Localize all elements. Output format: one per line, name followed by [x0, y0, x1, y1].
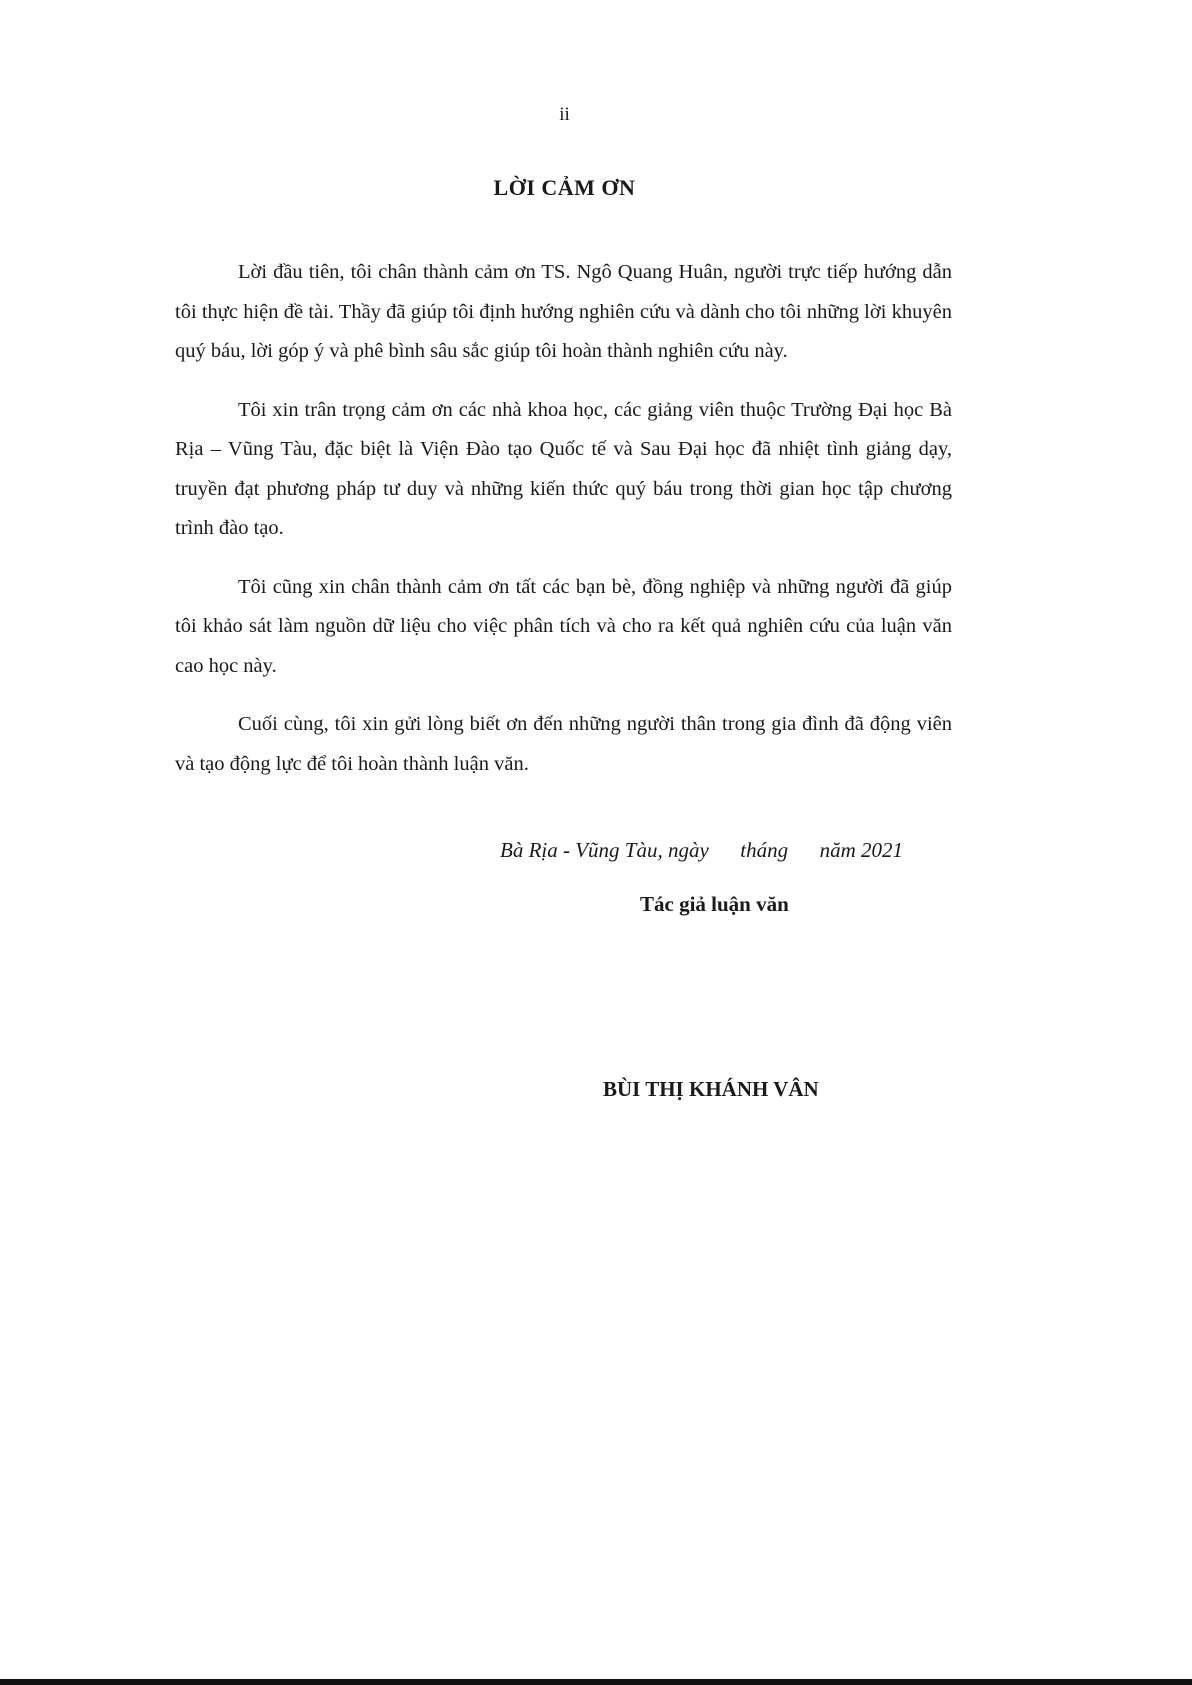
- paragraph: Lời đầu tiên, tôi chân thành cảm ơn TS. Ngô Quang Huân, người trực tiếp hướng dẫn tôi thực hiện đề tài. Thầy đã giúp tôi định hướng nghiên cứu và dành cho tôi những lời khuyên quý báu, lời góp ý và phê bình sâu sắc giúp tôi hoàn thành nghiên cứu này.: [175, 261, 952, 362]
- paragraph: Cuối cùng, tôi xin gửi lòng biết ơn đến những người thân trong gia đình đã động viên và tạo động lực để tôi hoàn thành luận văn.: [175, 713, 952, 775]
- bottom-border: [0, 1679, 1192, 1685]
- author-role: Tác giả luận văn: [640, 892, 789, 916]
- paragraph: Tôi cũng xin chân thành cảm ơn tất các bạn bè, đồng nghiệp và những người đã giúp tôi khảo sát làm nguồn dữ liệu cho việc phân tích và cho ra kết quả nghiên cứu của luận văn cao học này.: [175, 575, 952, 677]
- paragraph: Tôi xin trân trọng cảm ơn các nhà khoa học, các giảng viên thuộc Trường Đại học Bà Rịa – Vũng Tàu, đặc biệt là Viện Đào tạo Quốc tế và Sau Đại học đã nhiệt tình giảng dạy, truyền đạt phương pháp tư duy và những kiến thức quý báu trong thời gian học tập chương trình đào tạo.: [175, 398, 952, 539]
- place-and-date: Bà Rịa - Vũng Tàu, ngày tháng năm 2021: [500, 838, 904, 862]
- acknowledgement-body: [175, 253, 952, 803]
- page-title: LỜI CẢM ƠN: [493, 175, 636, 200]
- author-name: BÙI THỊ KHÁNH VÂN: [603, 1077, 819, 1101]
- page-number: ii: [559, 104, 570, 125]
